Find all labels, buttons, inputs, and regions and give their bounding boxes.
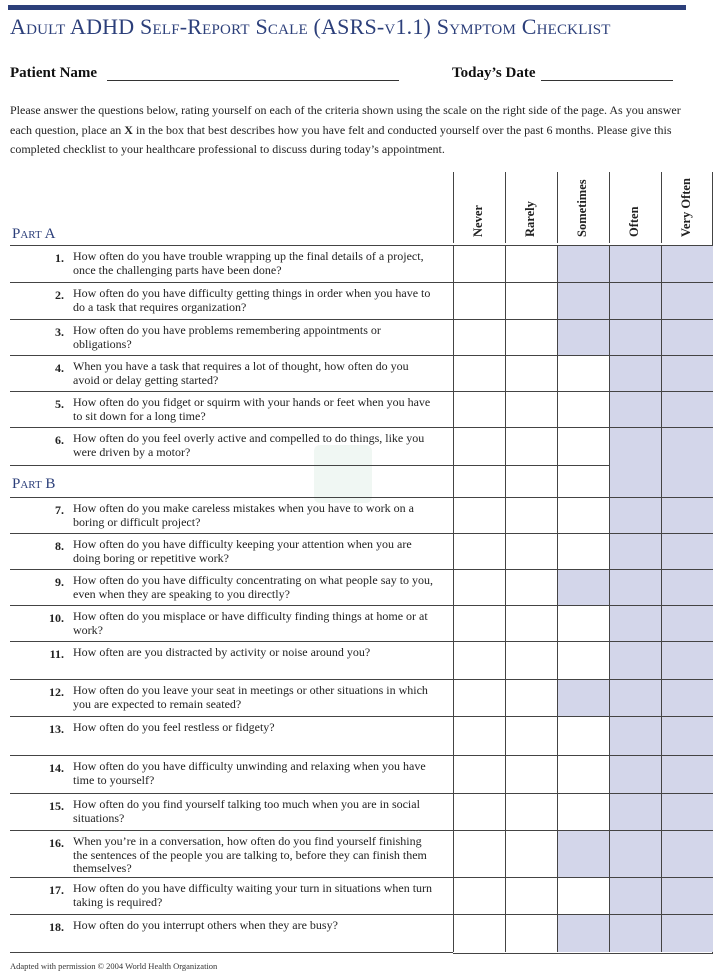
answer-box-q15-never[interactable] [453,793,505,830]
row-divider [10,391,453,392]
question-number: 1. [55,251,64,265]
column-header-very-often [661,172,713,243]
row-divider [10,605,453,606]
often-label: Often [626,206,641,237]
answer-box-q11-rarely[interactable] [505,641,557,679]
question-text: How often do you have difficulty getting things in order when you have to do a task that requires organization? [73,286,431,314]
question-number: 8. [55,539,64,553]
answer-box-q9-never[interactable] [453,569,505,605]
answer-box-q16-often[interactable] [609,830,661,877]
question-number: 18. [49,920,64,934]
answer-box-q5-rarely[interactable] [505,391,557,427]
column-header-never [453,172,505,243]
question-text: How often do you leave your seat in meetings or other situations in which you are expected to remain seated? [73,683,428,711]
title-rule [8,5,686,10]
answer-box-q17-rarely[interactable] [505,877,557,914]
answer-box-q9-rarely[interactable] [505,569,557,605]
answer-box-q10-often[interactable] [609,605,661,641]
answer-box-q18-never[interactable] [453,914,505,952]
answer-box-q15-often[interactable] [609,793,661,830]
answer-box-q14-sometimes[interactable] [557,755,609,793]
answer-box-q18-very-often[interactable] [661,914,713,952]
answer-box-q16-rarely[interactable] [505,830,557,877]
answer-box-q13-sometimes[interactable] [557,716,609,755]
answer-box-q1-very-often[interactable] [661,245,713,282]
column-header-rarely [505,172,557,243]
question-number: 10. [49,611,64,625]
answer-box-q18-often[interactable] [609,914,661,952]
answer-box-q14-often[interactable] [609,755,661,793]
answer-box-q4-often[interactable] [609,355,661,391]
date-field[interactable] [541,80,673,81]
page-title: Adult ADHD Self-Report Scale (ASRS-v1.1) Symptom Checklist [10,14,611,39]
question-text: How often do you have difficulty concentrating on what people say to you, even when they are speaking to you directly? [73,573,434,601]
rarely-label: Rarely [522,201,537,237]
question-number: 12. [49,685,64,699]
answer-box-q7-often[interactable] [609,497,661,533]
answer-box-q8-sometimes[interactable] [557,533,609,569]
row-divider [10,282,453,283]
answer-box-q11-never[interactable] [453,641,505,679]
answer-box-q17-very-often[interactable] [661,877,713,914]
answer-box-q17-never[interactable] [453,877,505,914]
answer-box-q8-never[interactable] [453,533,505,569]
instructions [10,101,690,160]
answer-box-q6-very-often[interactable] [661,427,713,497]
answer-box-q8-often[interactable] [609,533,661,569]
question-text: How often do you have trouble wrapping up the final details of a project, once the challenging parts have been done? [73,249,424,277]
row-divider [10,319,453,320]
question-text: How often do you have problems remembering appointments or obligations? [73,323,381,351]
question-text: How often do you misplace or have difficulty finding things at home or at work? [73,609,428,637]
row-divider [10,355,453,356]
answer-box-q10-sometimes[interactable] [557,605,609,641]
row-divider [10,793,453,794]
answer-box-q5-sometimes[interactable] [557,391,609,427]
answer-box-q11-often[interactable] [609,641,661,679]
answer-box-q12-often[interactable] [609,679,661,716]
section-divider [10,497,453,498]
row-divider [10,679,453,680]
question-text: How often do you find yourself talking too much when you are in social situations? [73,797,420,825]
question-text: How often do you feel restless or fidgety? [73,720,275,734]
row-divider [10,641,453,642]
answer-box-q4-sometimes[interactable] [557,355,609,391]
answer-box-q13-never[interactable] [453,716,505,755]
answer-box-q5-very-often[interactable] [661,391,713,427]
answer-box-q2-never[interactable] [453,282,505,319]
question-text: How often do you have difficulty keeping your attention when you are doing boring or repetitive work? [73,537,412,565]
question-number: 2. [55,288,64,302]
question-number: 6. [55,433,64,447]
answer-box-q6-often[interactable] [609,427,661,497]
answer-box-q11-very-often[interactable] [661,641,713,679]
answer-box-q9-often[interactable] [609,569,661,605]
row-divider [10,716,453,717]
answer-box-q10-very-often[interactable] [661,605,713,641]
answer-box-q3-never[interactable] [453,319,505,355]
question-number: 5. [55,397,64,411]
answer-box-q12-rarely[interactable] [505,679,557,716]
answer-box-q1-rarely[interactable] [505,245,557,282]
answer-box-q4-rarely[interactable] [505,355,557,391]
answer-box-q10-rarely[interactable] [505,605,557,641]
answer-box-q9-sometimes[interactable] [557,569,609,605]
instructions-x: X [124,122,133,137]
question-text: How often do you make careless mistakes when you have to work on a boring or difficult project? [73,501,414,529]
question-text: When you’re in a conversation, how often do you find yourself finishing the sentences of the people you are talking to, before they can finish them themselves? [73,834,427,875]
question-number: 15. [49,799,64,813]
part-b-heading: Part B [12,476,56,492]
part-a-heading: Part A [12,226,56,242]
patient-name-field[interactable] [107,80,399,81]
answer-box-q11-sometimes[interactable] [557,641,609,679]
answer-box-q7-never[interactable] [453,497,505,533]
answer-box-q17-sometimes[interactable] [557,877,609,914]
column-header-sometimes [557,172,609,243]
question-text: How often do you fidget or squirm with your hands or feet when you have to sit down for a long time? [73,395,431,423]
answer-box-q12-never[interactable] [453,679,505,716]
section-divider [10,465,453,466]
answer-box-q2-very-often[interactable] [661,282,713,319]
row-divider [10,245,453,246]
answer-box-q2-often[interactable] [609,282,661,319]
row-divider [10,830,453,831]
answer-box-q15-rarely[interactable] [505,793,557,830]
instructions-text-2: in the box that best describes how you have felt and conducted yourself over the past 6 months. Please give this completed checklist to your healthcare professional to discuss during today’s appointment. [10,122,672,156]
question-number: 9. [55,575,64,589]
answer-box-q3-often[interactable] [609,319,661,355]
answer-box-q16-never[interactable] [453,830,505,877]
very-often-label: Very Often [678,178,693,237]
row-divider [10,914,453,915]
answer-box-q7-rarely[interactable] [505,497,557,533]
answer-box-q18-sometimes[interactable] [557,914,609,952]
row-divider [10,533,453,534]
patient-name-label: Patient Name [10,65,98,81]
answer-box-q5-never[interactable] [453,391,505,427]
answer-box-q10-never[interactable] [453,605,505,641]
date-label: Today’s Date [452,65,536,81]
answer-box-q18-rarely[interactable] [505,914,557,952]
answer-box-q1-never[interactable] [453,245,505,282]
question-number: 3. [55,325,64,339]
answer-box-q13-rarely[interactable] [505,716,557,755]
rating-grid [453,172,713,953]
answer-box-q7-sometimes[interactable] [557,497,609,533]
answer-box-q13-often[interactable] [609,716,661,755]
question-text: When you have a task that requires a lot of thought, how often do you avoid or delay getting started? [73,359,409,387]
column-header-often [609,172,661,243]
answer-box-q8-very-often[interactable] [661,533,713,569]
answer-box-q5-often[interactable] [609,391,661,427]
question-number: 13. [49,722,64,736]
question-number: 17. [49,883,64,897]
answer-box-q2-sometimes[interactable] [557,282,609,319]
answer-box-q16-very-often[interactable] [661,830,713,877]
answer-box-q3-very-often[interactable] [661,319,713,355]
question-number: 16. [49,836,64,850]
row-divider [10,755,453,756]
never-label: Never [470,205,485,237]
question-number: 7. [55,503,64,517]
answer-box-q14-very-often[interactable] [661,755,713,793]
answer-box-q1-often[interactable] [609,245,661,282]
answer-box-q7-very-often[interactable] [661,497,713,533]
answer-box-q6-never[interactable] [453,427,505,497]
question-text: How often do you have difficulty waiting your turn in situations when turn taking is required? [73,881,433,909]
answer-box-q14-never[interactable] [453,755,505,793]
answer-box-q9-very-often[interactable] [661,569,713,605]
answer-box-q3-rarely[interactable] [505,319,557,355]
answer-box-q3-sometimes[interactable] [557,319,609,355]
answer-box-q6-sometimes[interactable] [557,427,609,497]
answer-box-q16-sometimes[interactable] [557,830,609,877]
row-divider [10,427,453,428]
question-text: How often do you have difficulty unwinding and relaxing when you have time to yourself? [73,759,426,787]
instructions-text-1: Please answer the questions below, rating yourself on each of the criteria shown using the scale on the right side of the page. As you answer each question, place an [10,103,681,137]
question-number: 4. [55,361,64,375]
sometimes-label: Sometimes [574,179,589,237]
answer-box-q15-very-often[interactable] [661,793,713,830]
question-text: How often do you interrupt others when they are busy? [73,918,338,932]
answer-box-q17-often[interactable] [609,877,661,914]
question-number: 14. [49,761,64,775]
question-text: How often do you feel overly active and compelled to do things, like you were driven by a motor? [73,431,425,459]
answer-box-q8-rarely[interactable] [505,533,557,569]
question-text: How often are you distracted by activity or noise around you? [73,645,371,659]
answer-box-q14-rarely[interactable] [505,755,557,793]
answer-box-q4-very-often[interactable] [661,355,713,391]
footer-credit: Adapted with permission © 2004 World Health Organization [10,961,218,971]
answer-box-q4-never[interactable] [453,355,505,391]
answer-box-q12-very-often[interactable] [661,679,713,716]
row-divider [10,569,453,570]
answer-box-q15-sometimes[interactable] [557,793,609,830]
row-divider [10,952,453,953]
answer-box-q2-rarely[interactable] [505,282,557,319]
question-number: 11. [49,647,64,661]
answer-box-q13-very-often[interactable] [661,716,713,755]
answer-box-q1-sometimes[interactable] [557,245,609,282]
answer-box-q6-rarely[interactable] [505,427,557,497]
answer-box-q12-sometimes[interactable] [557,679,609,716]
row-divider [10,877,453,878]
grid-border [453,953,713,954]
